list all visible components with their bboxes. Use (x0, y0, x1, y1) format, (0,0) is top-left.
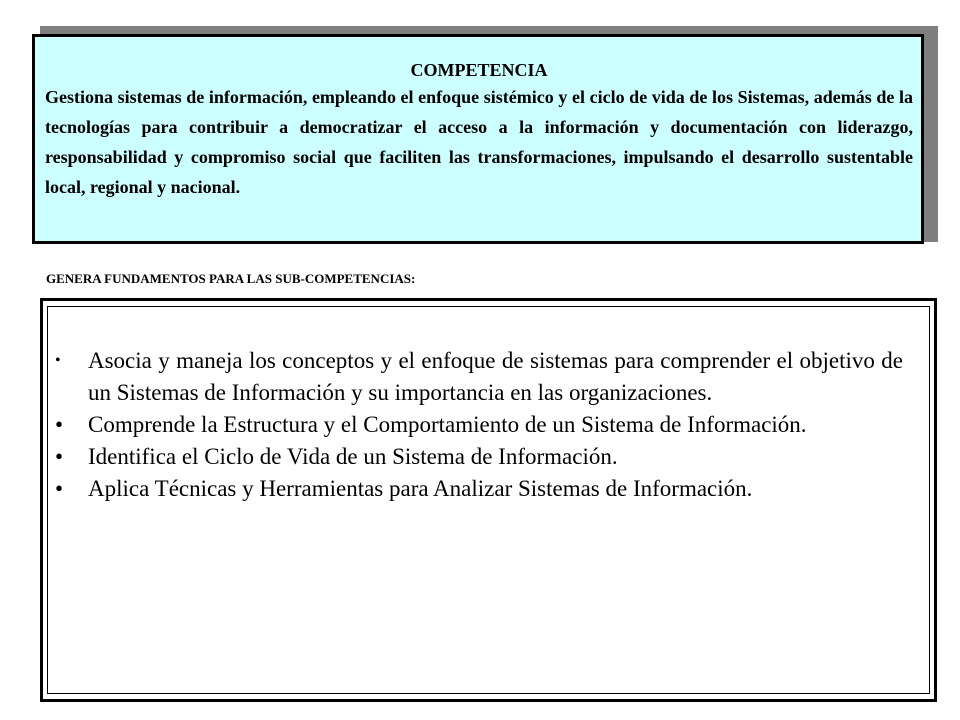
genera-fundamentos-label: GENERA FUNDAMENTOS PARA LAS SUB-COMPETENCIAS: (46, 271, 416, 286)
sub-competencias-list (55, 345, 903, 505)
bullet-icon: • (55, 412, 64, 437)
sub-competencia-item (55, 409, 903, 441)
bullet-icon: • (55, 352, 61, 369)
sub-competencia-item (55, 473, 903, 505)
sub-competencia-text: Comprende la Estructura y el Comportamiento de un Sistema de Información. (88, 412, 807, 437)
competencia-text: Gestiona sistemas de información, empleando el enfoque sistémico y el ciclo de vida de los Sistemas, además de la tecnologías para contribuir a democratizar el acceso a la información y documentación con liderazgo, responsabilidad y compromiso social que faciliten las transformaciones, impulsando el desarrollo sustentable local, regional y nacional. (45, 87, 913, 197)
sub-competencia-text: Asocia y maneja los conceptos y el enfoque de sistemas para comprender el objetivo de un Sistemas de Información y su importancia en las organizaciones. (88, 348, 903, 405)
sub-competencia-item (55, 345, 903, 409)
sub-competencia-text: Identifica el Ciclo de Vida de un Sistema de Información. (88, 444, 618, 469)
competencia-title: COMPETENCIA (410, 60, 548, 80)
sub-competencia-item (55, 441, 903, 473)
sub-competencias-box (40, 298, 937, 702)
sub-competencia-text: Aplica Técnicas y Herramientas para Analizar Sistemas de Información. (88, 476, 753, 501)
competencia-box (32, 34, 924, 244)
bullet-icon: • (55, 476, 64, 501)
bullet-icon: • (55, 444, 64, 469)
